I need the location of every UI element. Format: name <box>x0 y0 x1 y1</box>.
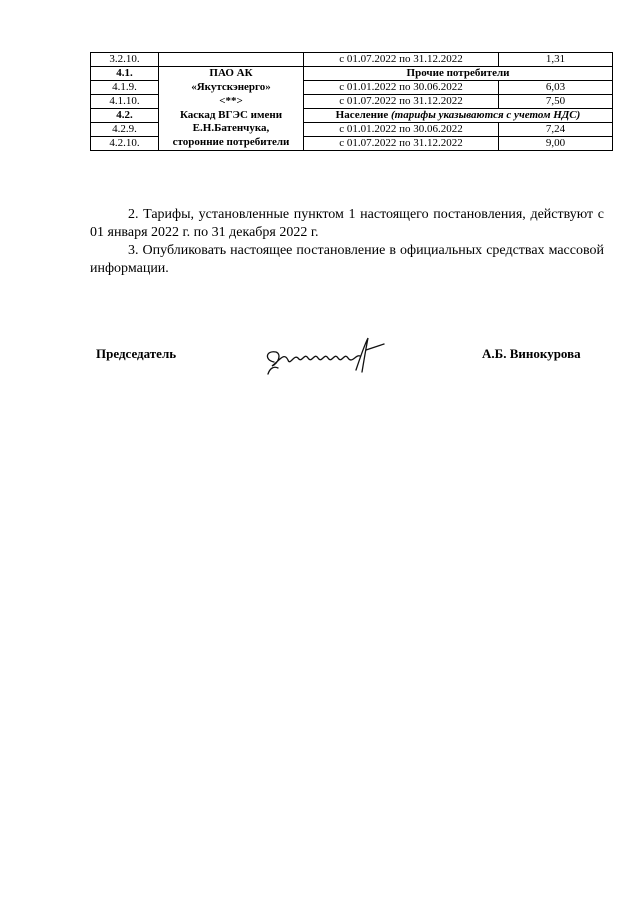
paragraph-3-text: 3. Опубликовать настоящее постановление в официальных средствах массовой информации. <box>90 243 604 276</box>
org-line: «Якутскэнерго» <box>191 81 271 93</box>
org-line: <**> <box>219 94 243 107</box>
row-period: с 01.07.2022 по 31.12.2022 <box>304 137 499 151</box>
handwritten-signature <box>260 330 390 380</box>
paragraph-2 <box>90 206 604 241</box>
org-line: Е.Н.Батенчука, <box>192 122 270 135</box>
group-header: Прочие потребители <box>304 67 613 81</box>
paragraph-3 <box>90 242 604 277</box>
signatory-name: А.Б. Винокурова <box>482 346 581 361</box>
row-number: 4.2.10. <box>91 137 159 151</box>
paragraph-2-text: 2. Тарифы, установленные пунктом 1 настоящего постановления, действуют с 01 января 2022 г. по 31 декабря 2022 г. <box>90 207 604 240</box>
row-value: 7,24 <box>499 123 613 137</box>
group-header-main: Население <box>335 109 391 121</box>
table-row <box>91 67 613 81</box>
empty-cell <box>159 53 304 67</box>
row-period: с 01.01.2022 по 30.06.2022 <box>304 81 499 95</box>
row-value: 9,00 <box>499 137 613 151</box>
signatory-title: Председатель <box>96 346 177 361</box>
row-period: с 01.01.2022 по 30.06.2022 <box>304 123 499 137</box>
group-header <box>304 109 613 123</box>
row-number: 4.2.9. <box>91 123 159 137</box>
row-value: 6,03 <box>499 81 613 95</box>
row-value: 1,31 <box>499 53 613 67</box>
row-value: 7,50 <box>499 95 613 109</box>
row-period: с 01.07.2022 по 31.12.2022 <box>304 95 499 109</box>
row-period: с 01.07.2022 по 31.12.2022 <box>304 53 499 67</box>
row-number: 4.1. <box>91 67 159 81</box>
tariff-table <box>90 52 613 151</box>
table-row <box>91 53 613 67</box>
row-number: 4.2. <box>91 109 159 123</box>
group-header-note: (тарифы указываются с учетом НДС) <box>391 109 581 121</box>
org-line: сторонние потребители <box>172 136 290 148</box>
organization-cell <box>159 67 304 151</box>
org-line: Каскад ВГЭС имени <box>179 108 283 121</box>
row-number: 4.1.9. <box>91 81 159 95</box>
row-number: 4.1.10. <box>91 95 159 109</box>
org-line: ПАО АК <box>209 67 253 80</box>
row-number: 3.2.10. <box>91 53 159 67</box>
